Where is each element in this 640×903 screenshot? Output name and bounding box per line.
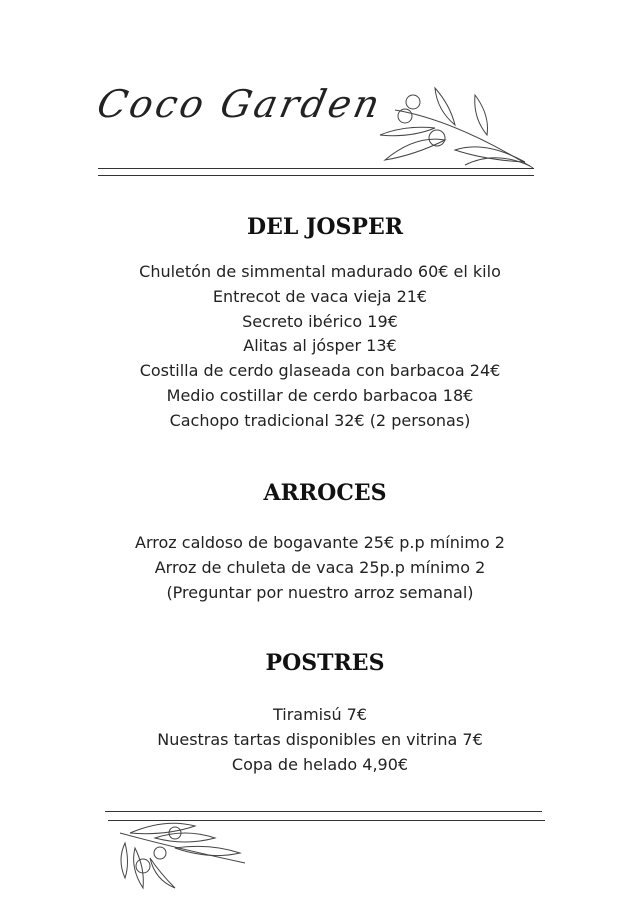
menu-item: Alitas al jósper 13€ xyxy=(243,336,397,356)
menu-item: Arroz de chuleta de vaca 25p.p mínimo 2 xyxy=(154,557,486,577)
menu-item: Costilla de cerdo glaseada con barbacoa 24€ xyxy=(139,361,501,381)
section-title-del-josper: DEL JOSPER xyxy=(246,214,404,240)
section-items-postres xyxy=(0,703,640,777)
header-rule-bottom xyxy=(98,175,534,176)
menu-item: Chuletón de simmental madurado 60€ el kilo xyxy=(139,262,501,281)
menu-item: Secreto ibérico 19€ xyxy=(242,311,398,331)
menu-item: (Preguntar por nuestro arroz semanal) xyxy=(166,582,474,602)
menu-item: Tiramisú 7€ xyxy=(272,705,368,724)
menu-item: Entrecot de vaca vieja 21€ xyxy=(212,286,428,306)
section-title-postres: POSTRES xyxy=(265,650,385,676)
section-items-arroces xyxy=(0,531,640,605)
section-title-arroces: ARROCES xyxy=(263,480,387,506)
menu-item: Arroz caldoso de bogavante 25€ p.p mínimo 2 xyxy=(135,533,505,552)
olive-branch-bottom-icon xyxy=(115,808,255,893)
menu-item: Copa de helado 4,90€ xyxy=(231,754,409,774)
section-items-del-josper xyxy=(0,260,640,434)
menu-item: Medio costillar de cerdo barbacoa 18€ xyxy=(166,385,474,405)
menu-item: Cachopo tradicional 32€ (2 personas) xyxy=(169,410,471,430)
header-rule-top xyxy=(98,168,534,169)
olive-branch-top-icon xyxy=(375,80,535,170)
menu-item: Nuestras tartas disponibles en vitrina 7€ xyxy=(157,729,483,749)
brand-logo: Coco Garden xyxy=(93,82,387,126)
